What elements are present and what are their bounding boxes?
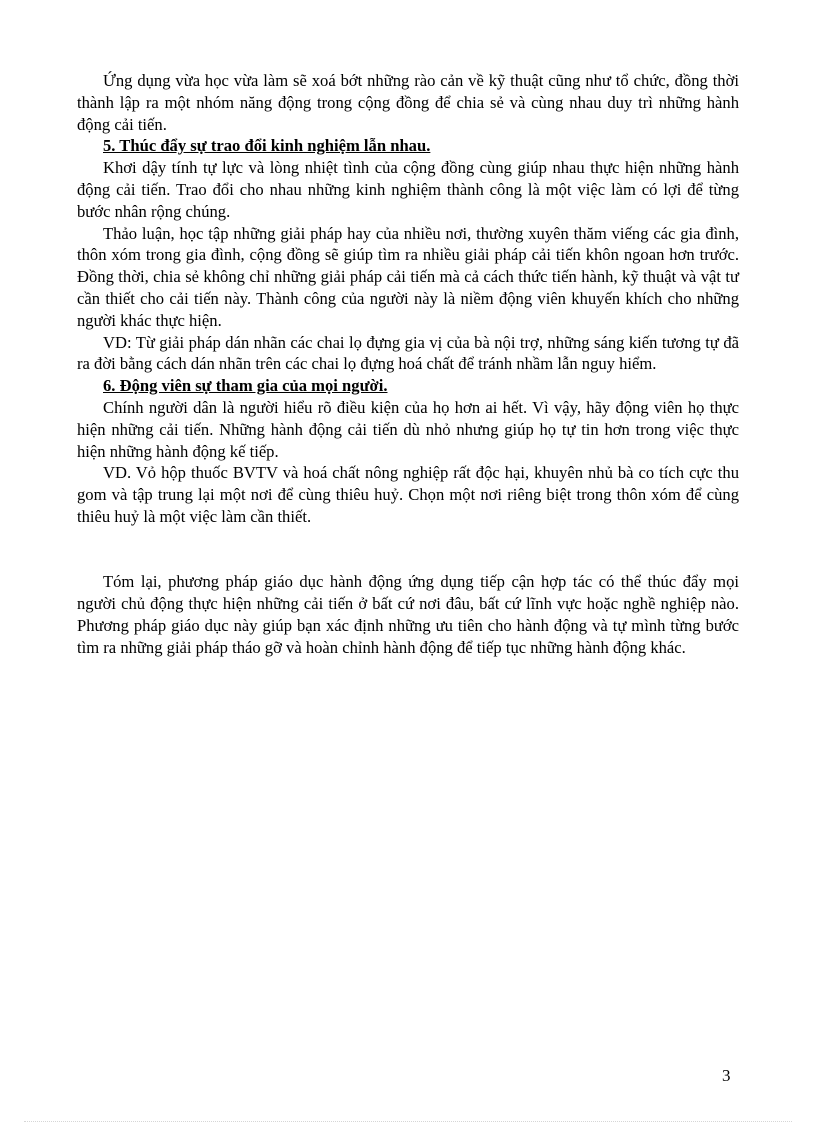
page-bottom-divider <box>24 1121 792 1122</box>
section-6-example: VD. Vỏ hộp thuốc BVTV và hoá chất nông nghiệp rất độc hại, khuyên nhủ bà co tích cực thu gom và tập trung lại một nơi để cùng thiêu huỷ. Chọn một nơi riêng biệt trong thôn xóm để cùng thiêu huỷ là một việc làm cần thiết. <box>77 463 739 526</box>
section-5-paragraph-1: Khơi dậy tính tự lực và lòng nhiệt tình của cộng đồng cùng giúp nhau thực hiện những hành động cải tiến. Trao đổi cho nhau những kinh nghiệm thành công là một việc làm có lợi để từng bước nhân rộng chúng. <box>77 158 739 221</box>
section-5-heading: 5. Thúc đẩy sự trao đổi kinh nghiệm lẫn nhau. <box>103 136 431 156</box>
page-number: 3 <box>722 1066 731 1085</box>
intro-paragraph: Ứng dụng vừa học vừa làm sẽ xoá bớt những rào cản về kỹ thuật cũng như tổ chức, đồng thời thành lập ra một nhóm năng động trong cộng đồng để chia sẻ và cùng nhau duy trì những hành động cải tiến. <box>77 71 739 134</box>
conclusion-paragraph: Tóm lại, phương pháp giáo dục hành động ứng dụng tiếp cận hợp tác có thể thúc đẩy mọi người chủ động thực hiện những cải tiến ở bất cứ nơi đâu, bất cứ lĩnh vực hoặc nghề nghiệp nào. Phương pháp giáo dục này giúp bạn xác định những ưu tiên cho hành động và tự mình từng bước tìm ra những giải pháp tháo gỡ và hoàn chỉnh hành động để tiếp tục những hành động khác. <box>77 572 739 657</box>
document-body <box>77 70 739 659</box>
section-6-paragraph-1: Chính người dân là người hiểu rõ điều kiện của họ hơn ai hết. Vì vậy, hãy động viên họ thực hiện những cải tiến. Những hành động cải tiến dù nhỏ nhưng giúp họ tự tin hơn trong việc thực hiện những hành động kế tiếp. <box>77 397 739 461</box>
section-5-example: VD: Từ giải pháp dán nhãn các chai lọ đựng gia vị của bà nội trợ, những sáng kiến tương tự đã ra đời bằng cách dán nhãn trên các chai lọ đựng hoá chất để tránh nhầm lẫn nguy hiểm. <box>77 332 739 374</box>
section-6-heading: 6. Động viên sự tham gia của mọi người. <box>103 376 388 396</box>
section-5-paragraph-2: Thảo luận, học tập những giải pháp hay của nhiều nơi, thường xuyên thăm viếng các gia đình, thôn xóm trong gia đình, cộng đồng sẽ giúp tìm ra nhiều giải pháp cải tiến khôn ngoan hơn trước. Đồng thời, chia sẻ không chỉ những giải pháp cải tiến mà cả cách thức tiến hành, kỹ thuật và vật tư cần thiết cho cải tiến này. Thành công của người này là niềm động viên khuyến khích cho những người khác thực hiện. <box>77 223 739 330</box>
paragraph-spacer <box>77 528 739 572</box>
